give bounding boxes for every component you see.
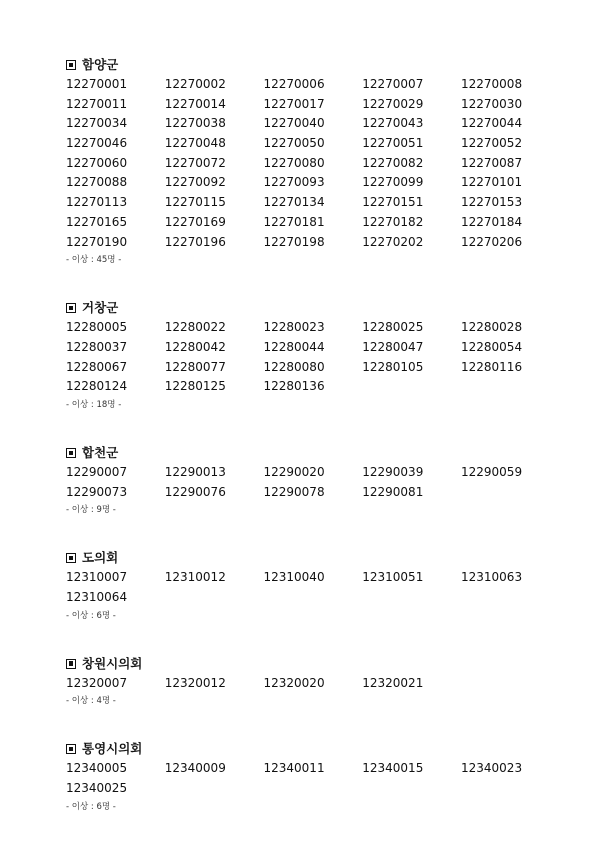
- id-number: 12280047: [362, 339, 424, 354]
- id-number: 12270050: [263, 136, 325, 151]
- id-number: 12270040: [263, 116, 325, 131]
- id-number: 12280037: [66, 339, 128, 354]
- section-title-text: 통영시의회: [82, 741, 143, 757]
- id-number: 12290007: [66, 464, 128, 479]
- id-grid: [66, 75, 566, 252]
- id-number: 12270190: [66, 234, 128, 249]
- id-number: 12290039: [362, 464, 424, 479]
- section-summary: - 이상 : 45명 -: [66, 255, 122, 266]
- section-title-text: 거창군: [82, 300, 119, 316]
- id-number: 12270151: [362, 195, 424, 210]
- id-number: 12280124: [66, 379, 128, 394]
- id-number: 12270101: [461, 175, 523, 190]
- id-number: 12270198: [263, 234, 325, 249]
- id-number: 12270048: [164, 136, 226, 151]
- square-bullet-icon: [66, 659, 76, 669]
- section-title: [66, 739, 566, 759]
- id-grid: [66, 759, 566, 798]
- section-summary: - 이상 : 18명 -: [66, 399, 122, 410]
- id-number: 12270002: [164, 77, 226, 91]
- id-number: 12270007: [362, 77, 424, 91]
- id-number: 12290013: [164, 464, 226, 479]
- id-number: 12270014: [164, 96, 226, 111]
- id-number: 12280044: [263, 339, 325, 354]
- id-number: 12280005: [66, 320, 128, 335]
- id-grid: [66, 463, 566, 502]
- section-title: [66, 548, 566, 568]
- id-number: 12340005: [66, 761, 128, 776]
- square-bullet-icon: [66, 553, 76, 563]
- id-number: 12310012: [164, 570, 226, 585]
- id-number: 12270082: [362, 155, 424, 170]
- id-grid: [66, 318, 566, 397]
- id-number: 12270034: [66, 116, 128, 131]
- id-number: 12270202: [362, 234, 424, 249]
- section-title: [66, 55, 566, 75]
- id-number: 12280042: [164, 339, 226, 354]
- section-summary: - 이상 : 6명 -: [66, 801, 116, 812]
- section-summary: - 이상 : 4명 -: [66, 696, 116, 707]
- id-number: 12290078: [263, 484, 325, 499]
- section: [66, 55, 566, 268]
- id-number: 12270017: [263, 96, 325, 111]
- id-number: 12290073: [66, 484, 128, 499]
- id-number: 12270088: [66, 175, 128, 190]
- id-number: 12280054: [461, 339, 523, 354]
- id-number: 12270206: [461, 234, 523, 249]
- id-grid: [66, 568, 566, 607]
- id-number: 12280067: [66, 359, 128, 374]
- id-number: 12340023: [461, 761, 523, 776]
- id-number: 12270072: [164, 155, 226, 170]
- section: [66, 443, 566, 518]
- id-number: 12270099: [362, 175, 424, 190]
- id-number: 12340009: [164, 761, 226, 776]
- id-number: 12270113: [66, 195, 128, 210]
- id-number: 12340025: [66, 781, 128, 796]
- id-number: 12280028: [461, 320, 523, 335]
- id-number: 12280105: [362, 359, 424, 374]
- id-number: 12270043: [362, 116, 424, 131]
- section: [66, 298, 566, 413]
- section-title: [66, 654, 566, 674]
- id-number: 12290059: [461, 464, 523, 479]
- id-number: 12270051: [362, 136, 424, 151]
- id-number: 12270182: [362, 214, 424, 229]
- id-number: 12310007: [66, 570, 128, 585]
- id-number: 12280136: [263, 379, 325, 394]
- id-grid: [66, 674, 566, 694]
- id-number: 12270030: [461, 96, 523, 111]
- id-number: 12270029: [362, 96, 424, 111]
- id-number: 12270134: [263, 195, 325, 210]
- id-number: 12270153: [461, 195, 523, 210]
- id-number: 12320012: [164, 675, 226, 690]
- id-number: 12270165: [66, 214, 128, 229]
- id-number: 12270087: [461, 155, 523, 170]
- id-number: 12270181: [263, 214, 325, 229]
- id-number: 12320020: [263, 675, 325, 690]
- square-bullet-icon: [66, 60, 76, 70]
- section-summary: - 이상 : 9명 -: [66, 505, 116, 516]
- id-number: 12340015: [362, 761, 424, 776]
- id-number: 12270184: [461, 214, 523, 229]
- id-number: 12270052: [461, 136, 523, 151]
- id-number: 12320007: [66, 675, 128, 690]
- section: [66, 739, 566, 814]
- id-number: 12290076: [164, 484, 226, 499]
- id-number: 12280025: [362, 320, 424, 335]
- id-number: 12270001: [66, 77, 128, 91]
- section-title-text: 창원시의회: [82, 655, 143, 671]
- id-number: 12310051: [362, 570, 424, 585]
- square-bullet-icon: [66, 744, 76, 754]
- id-number: 12280116: [461, 359, 523, 374]
- id-number: 12280125: [164, 379, 226, 394]
- id-number: 12270115: [164, 195, 226, 210]
- id-number: 12280080: [263, 359, 325, 374]
- id-number: 12310063: [461, 570, 523, 585]
- id-number: 12280023: [263, 320, 325, 335]
- id-number: 12270196: [164, 234, 226, 249]
- section-summary: - 이상 : 6명 -: [66, 610, 116, 621]
- id-number: 12290020: [263, 464, 325, 479]
- id-number: 12310064: [66, 590, 128, 604]
- id-number: 12270092: [164, 175, 226, 190]
- id-number: 12290081: [362, 484, 424, 499]
- id-number: 12270008: [461, 77, 523, 91]
- section-title: [66, 298, 566, 318]
- id-number: 12280077: [164, 359, 226, 374]
- id-number: 12270169: [164, 214, 226, 229]
- id-number: 12340011: [263, 761, 325, 776]
- id-number: 12270060: [66, 155, 128, 170]
- section: [66, 548, 566, 623]
- id-number: 12310040: [263, 570, 325, 585]
- id-number: 12270046: [66, 136, 128, 151]
- square-bullet-icon: [66, 303, 76, 313]
- square-bullet-icon: [66, 448, 76, 458]
- section: [66, 654, 566, 710]
- id-number: 12270080: [263, 155, 325, 170]
- id-number: 12270044: [461, 116, 523, 131]
- section-title-text: 도의회: [82, 550, 119, 566]
- id-number: 12270038: [164, 116, 226, 131]
- id-number: 12270011: [66, 96, 128, 111]
- id-number: 12270093: [263, 175, 325, 190]
- section-title-text: 합천군: [82, 444, 119, 460]
- id-number: 12280022: [164, 320, 226, 335]
- id-number: 12320021: [362, 675, 424, 690]
- section-title: [66, 443, 566, 463]
- document-page: [66, 55, 566, 845]
- section-title-text: 함양군: [82, 57, 119, 72]
- id-number: 12270006: [263, 77, 325, 91]
